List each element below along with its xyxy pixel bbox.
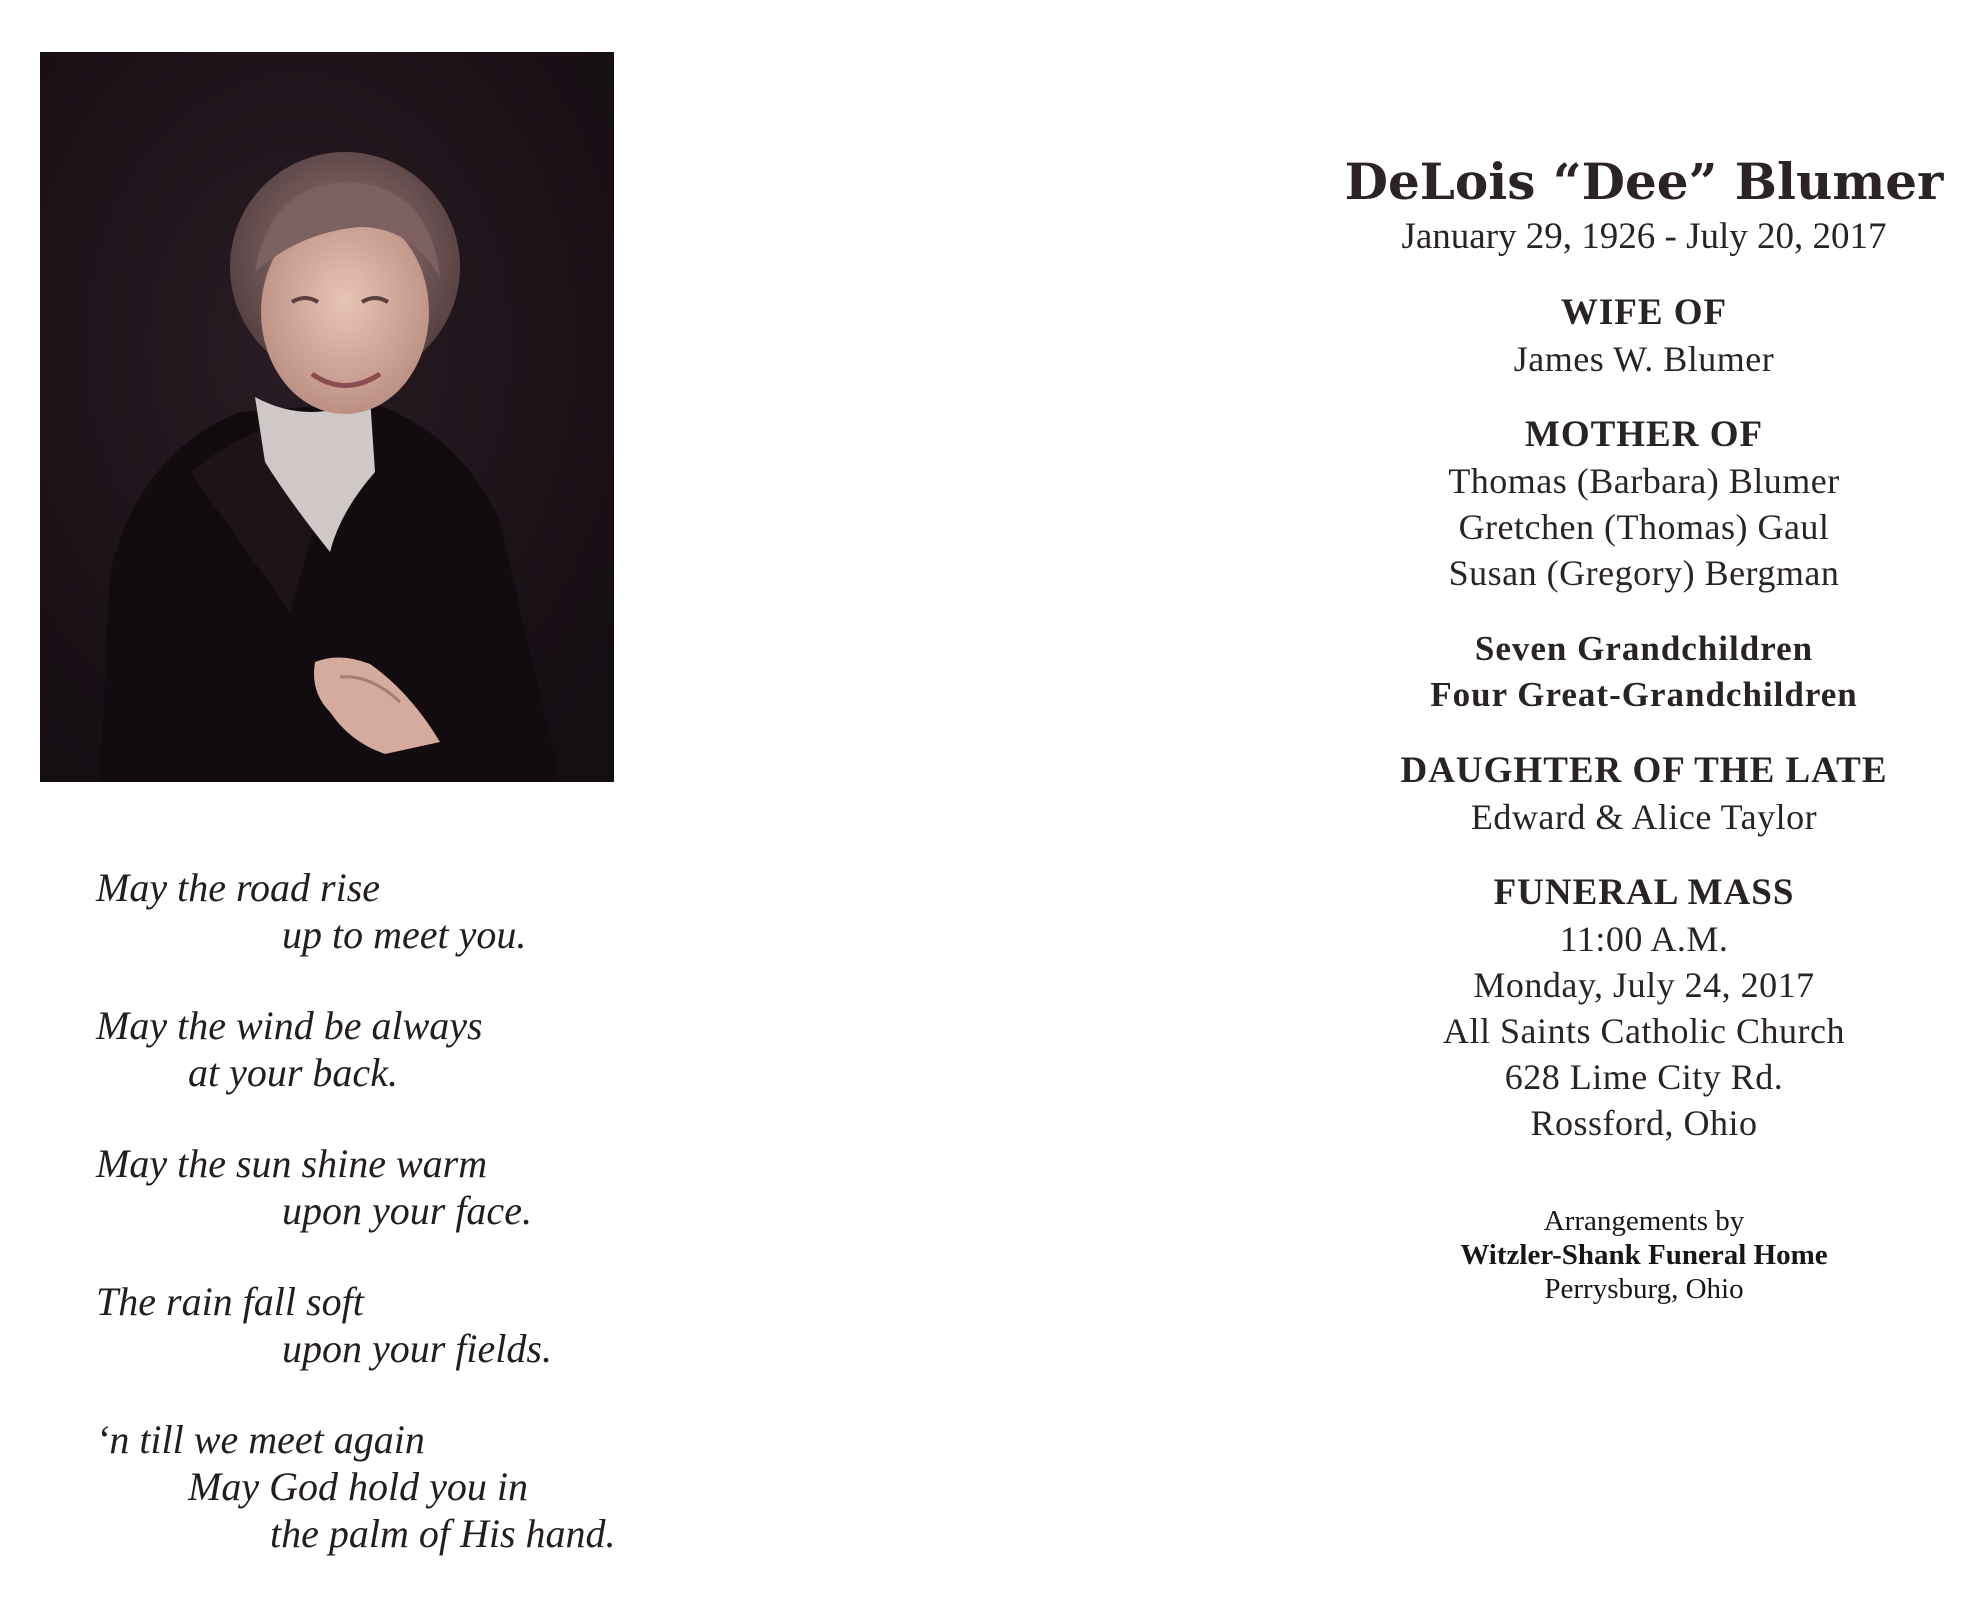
poem-line: upon your face. (282, 1188, 532, 1233)
obituary-info (1316, 150, 1972, 1306)
poem-line: May the road rise (96, 865, 381, 910)
poem-stanza (96, 864, 736, 958)
mass-heading: FUNERAL MASS (1493, 872, 1795, 913)
poem-stanza (96, 1278, 736, 1372)
arrangements-section (1316, 1204, 1972, 1306)
funeral-home-name: Witzler-Shank Funeral Home (1460, 1239, 1828, 1271)
poem-line: at your back. (188, 1050, 398, 1095)
child-name: Thomas (Barbara) Blumer (1448, 461, 1840, 501)
poem-line: May God hold you in (188, 1464, 528, 1509)
mass-time: 11:00 A.M. (1559, 919, 1729, 959)
arrangements-label: Arrangements by (1543, 1205, 1745, 1237)
grandchildren-count: Seven Grandchildren (1474, 629, 1814, 668)
poem-line: up to meet you. (282, 912, 527, 957)
daughter-section (1316, 748, 1972, 840)
poem-stanza (96, 1416, 736, 1557)
life-dates: January 29, 1926 - July 20, 2017 (1401, 216, 1887, 257)
poem-stanza (96, 1002, 736, 1096)
parents-names: Edward & Alice Taylor (1470, 797, 1818, 837)
poem-line: May the wind be always (96, 1003, 483, 1048)
child-name: Susan (Gregory) Bergman (1448, 553, 1840, 593)
poem-line: ‘n till we meet again (96, 1417, 425, 1462)
mass-street: 628 Lime City Rd. (1504, 1057, 1784, 1097)
daughter-heading: DAUGHTER OF THE LATE (1400, 750, 1888, 791)
grandchildren-section (1316, 626, 1972, 718)
poem-line: May the sun shine warm (96, 1141, 488, 1186)
mass-date: Monday, July 24, 2017 (1473, 965, 1815, 1005)
blessing-poem (96, 864, 736, 1601)
mass-church: All Saints Catholic Church (1443, 1011, 1845, 1051)
wife-section (1316, 290, 1972, 382)
deceased-name: DeLois “Dee” Blumer (1344, 152, 1944, 211)
great-grandchildren-count: Four Great-Grandchildren (1430, 675, 1858, 714)
poem-line: upon your fields. (282, 1326, 552, 1371)
funeral-mass-section (1316, 870, 1972, 1146)
funeral-home-city: Perrysburg, Ohio (1544, 1273, 1744, 1305)
child-name: Gretchen (Thomas) Gaul (1458, 507, 1830, 547)
mother-section (1316, 412, 1972, 596)
mass-city: Rossford, Ohio (1530, 1103, 1758, 1143)
poem-stanza (96, 1140, 736, 1234)
poem-line: the palm of His hand. (270, 1511, 616, 1556)
husband-name: James W. Blumer (1513, 339, 1775, 379)
mother-heading: MOTHER OF (1524, 414, 1764, 455)
wife-heading: WIFE OF (1560, 292, 1728, 333)
poem-line: The rain fall soft (96, 1279, 364, 1324)
portrait-photo (40, 52, 614, 782)
portrait-icon (40, 52, 614, 782)
